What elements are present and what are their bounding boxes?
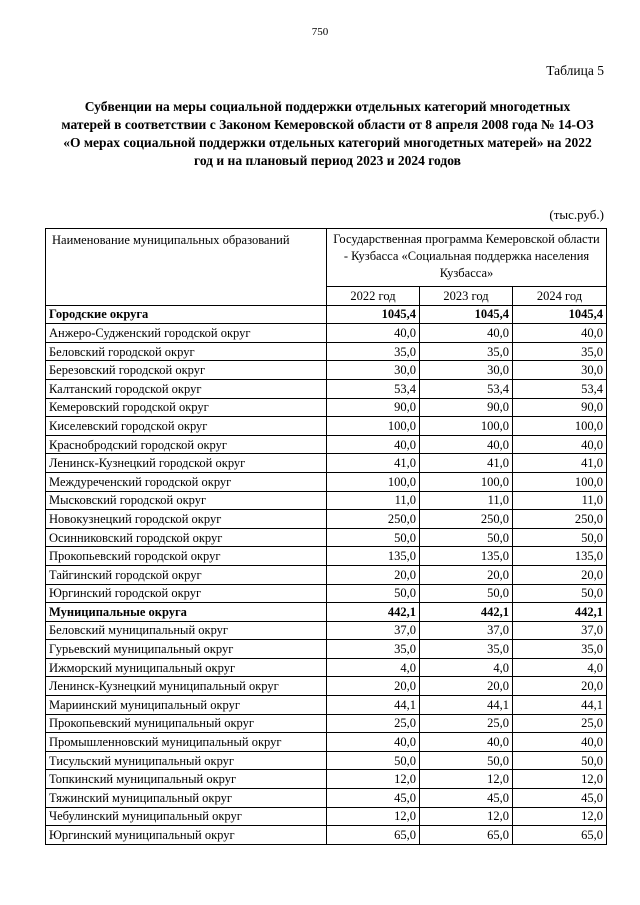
value-2024: 25,0	[513, 714, 607, 733]
municipality-name: Прокопьевский муниципальный округ	[46, 714, 327, 733]
municipality-name: Кемеровский городской округ	[46, 398, 327, 417]
value-2022: 35,0	[327, 640, 420, 659]
municipality-name: Топкинский муниципальный округ	[46, 770, 327, 789]
value-2024: 41,0	[513, 454, 607, 473]
value-2024: 35,0	[513, 640, 607, 659]
header-name-column: Наименование муниципальных образований	[46, 229, 327, 306]
value-2024: 20,0	[513, 565, 607, 584]
page-number: 750	[311, 26, 329, 38]
value-2024: 53,4	[513, 379, 607, 398]
value-2022: 50,0	[327, 751, 420, 770]
value-2023: 100,0	[420, 417, 513, 436]
municipality-name: Ижморский муниципальный округ	[46, 658, 327, 677]
table-row	[46, 547, 607, 566]
value-2024: 50,0	[513, 584, 607, 603]
header-year-2023: 2023 год	[420, 287, 513, 306]
municipality-name: Мариинский муниципальный округ	[46, 696, 327, 715]
value-2023: 35,0	[420, 342, 513, 361]
value-2023: 35,0	[420, 640, 513, 659]
value-2022: 90,0	[327, 398, 420, 417]
municipality-name: Городские округа	[46, 305, 327, 324]
value-2023: 40,0	[420, 435, 513, 454]
value-2022: 45,0	[327, 789, 420, 808]
value-2022: 4,0	[327, 658, 420, 677]
value-2023: 50,0	[420, 751, 513, 770]
value-2023: 30,0	[420, 361, 513, 380]
table-row	[46, 379, 607, 398]
value-2024: 35,0	[513, 342, 607, 361]
value-2023: 135,0	[420, 547, 513, 566]
value-2022: 20,0	[327, 677, 420, 696]
table-row	[46, 417, 607, 436]
value-2023: 37,0	[420, 621, 513, 640]
value-2023: 11,0	[420, 491, 513, 510]
value-2022: 37,0	[327, 621, 420, 640]
value-2022: 135,0	[327, 547, 420, 566]
subsidies-table	[45, 228, 607, 845]
value-2022: 100,0	[327, 417, 420, 436]
header-year-2022: 2022 год	[327, 287, 420, 306]
value-2023: 12,0	[420, 807, 513, 826]
title-line: год и на плановый период 2023 и 2024 годов	[194, 153, 461, 168]
value-2023: 20,0	[420, 677, 513, 696]
value-2023: 100,0	[420, 472, 513, 491]
municipality-name: Междуреченский городской округ	[46, 472, 327, 491]
value-2024: 50,0	[513, 528, 607, 547]
municipality-name: Тайгинский городской округ	[46, 565, 327, 584]
value-2023: 12,0	[420, 770, 513, 789]
value-2023: 4,0	[420, 658, 513, 677]
table-row	[46, 528, 607, 547]
table-row	[46, 770, 607, 789]
value-2024: 12,0	[513, 770, 607, 789]
value-2024: 12,0	[513, 807, 607, 826]
municipality-name: Киселевский городской округ	[46, 417, 327, 436]
municipality-name: Муниципальные округа	[46, 603, 327, 622]
municipality-name: Юргинский городской округ	[46, 584, 327, 603]
value-2022: 12,0	[327, 770, 420, 789]
municipality-name: Анжеро-Судженский городской округ	[46, 324, 327, 343]
value-2022: 12,0	[327, 807, 420, 826]
value-2022: 100,0	[327, 472, 420, 491]
title-line: Субвенции на меры социальной поддержки отдельных категорий многодетных	[84, 99, 571, 114]
municipality-name: Беловский городской округ	[46, 342, 327, 361]
value-2023: 45,0	[420, 789, 513, 808]
table-body	[46, 305, 607, 844]
table-label: Таблица 5	[546, 63, 604, 78]
table-row	[46, 510, 607, 529]
municipality-name: Прокопьевский городской округ	[46, 547, 327, 566]
value-2024: 65,0	[513, 826, 607, 845]
value-2024: 90,0	[513, 398, 607, 417]
municipality-name: Березовский городской округ	[46, 361, 327, 380]
value-2022: 40,0	[327, 435, 420, 454]
municipality-name: Ленинск-Кузнецкий муниципальный округ	[46, 677, 327, 696]
header-program: Государственная программа Кемеровской области - Кузбасса «Социальная поддержка населения Кузбасса»	[327, 229, 607, 287]
table-row	[46, 677, 607, 696]
municipality-name: Ленинск-Кузнецкий городской округ	[46, 454, 327, 473]
table-row	[46, 342, 607, 361]
value-2022: 35,0	[327, 342, 420, 361]
municipality-name: Новокузнецкий городской округ	[46, 510, 327, 529]
value-2023: 44,1	[420, 696, 513, 715]
table-row	[46, 807, 607, 826]
value-2023: 40,0	[420, 733, 513, 752]
value-2022: 53,4	[327, 379, 420, 398]
municipality-name: Тяжинский муниципальный округ	[46, 789, 327, 808]
header-year-2024: 2024 год	[513, 287, 607, 306]
municipality-name: Гурьевский муниципальный округ	[46, 640, 327, 659]
value-2022: 50,0	[327, 584, 420, 603]
group-total-row	[46, 603, 607, 622]
value-2023: 1045,4	[420, 305, 513, 324]
value-2024: 40,0	[513, 733, 607, 752]
value-2023: 250,0	[420, 510, 513, 529]
value-2022: 25,0	[327, 714, 420, 733]
municipality-name: Мысковский городской округ	[46, 491, 327, 510]
table-row	[46, 658, 607, 677]
municipality-name: Краснобродский городской округ	[46, 435, 327, 454]
value-2023: 442,1	[420, 603, 513, 622]
municipality-name: Чебулинский муниципальный округ	[46, 807, 327, 826]
value-2023: 41,0	[420, 454, 513, 473]
value-2023: 25,0	[420, 714, 513, 733]
table-row	[46, 789, 607, 808]
value-2024: 37,0	[513, 621, 607, 640]
table-row	[46, 826, 607, 845]
value-2023: 20,0	[420, 565, 513, 584]
table-row	[46, 621, 607, 640]
value-2023: 40,0	[420, 324, 513, 343]
value-2024: 50,0	[513, 751, 607, 770]
value-2023: 65,0	[420, 826, 513, 845]
table-row	[46, 491, 607, 510]
value-2022: 41,0	[327, 454, 420, 473]
table-row	[46, 733, 607, 752]
value-2022: 50,0	[327, 528, 420, 547]
municipality-name: Осинниковский городской округ	[46, 528, 327, 547]
table-row	[46, 324, 607, 343]
value-2022: 250,0	[327, 510, 420, 529]
value-2022: 1045,4	[327, 305, 420, 324]
value-2023: 50,0	[420, 528, 513, 547]
value-2022: 442,1	[327, 603, 420, 622]
group-total-row	[46, 305, 607, 324]
value-2024: 100,0	[513, 417, 607, 436]
value-2024: 1045,4	[513, 305, 607, 324]
value-2024: 30,0	[513, 361, 607, 380]
value-2022: 40,0	[327, 324, 420, 343]
value-2022: 65,0	[327, 826, 420, 845]
table-row	[46, 696, 607, 715]
municipality-name: Калтанский городской округ	[46, 379, 327, 398]
table-row	[46, 361, 607, 380]
value-2024: 40,0	[513, 324, 607, 343]
value-2024: 4,0	[513, 658, 607, 677]
value-2024: 100,0	[513, 472, 607, 491]
table-row	[46, 584, 607, 603]
municipality-name: Юргинский муниципальный округ	[46, 826, 327, 845]
value-2022: 40,0	[327, 733, 420, 752]
value-2024: 20,0	[513, 677, 607, 696]
units-label: (тыс.руб.)	[549, 207, 604, 222]
value-2024: 45,0	[513, 789, 607, 808]
document-title	[40, 98, 615, 170]
value-2023: 53,4	[420, 379, 513, 398]
table-row	[46, 472, 607, 491]
value-2022: 44,1	[327, 696, 420, 715]
value-2024: 40,0	[513, 435, 607, 454]
table-row	[46, 751, 607, 770]
value-2022: 20,0	[327, 565, 420, 584]
value-2024: 135,0	[513, 547, 607, 566]
value-2022: 30,0	[327, 361, 420, 380]
municipality-name: Тисульский муниципальный округ	[46, 751, 327, 770]
table-row	[46, 398, 607, 417]
table-row	[46, 435, 607, 454]
value-2024: 44,1	[513, 696, 607, 715]
municipality-name: Беловский муниципальный округ	[46, 621, 327, 640]
value-2024: 250,0	[513, 510, 607, 529]
value-2024: 11,0	[513, 491, 607, 510]
title-line: матерей в соответствии с Законом Кемеровской области от 8 апреля 2008 года № 14-ОЗ	[61, 117, 594, 132]
value-2022: 11,0	[327, 491, 420, 510]
table-row	[46, 640, 607, 659]
value-2023: 90,0	[420, 398, 513, 417]
table-row	[46, 565, 607, 584]
value-2024: 442,1	[513, 603, 607, 622]
title-line: «О мерах социальной поддержки отдельных категорий многодетных матерей» на 2022	[63, 135, 592, 150]
table-row	[46, 714, 607, 733]
municipality-name: Промышленновский муниципальный округ	[46, 733, 327, 752]
table-row	[46, 454, 607, 473]
value-2023: 50,0	[420, 584, 513, 603]
